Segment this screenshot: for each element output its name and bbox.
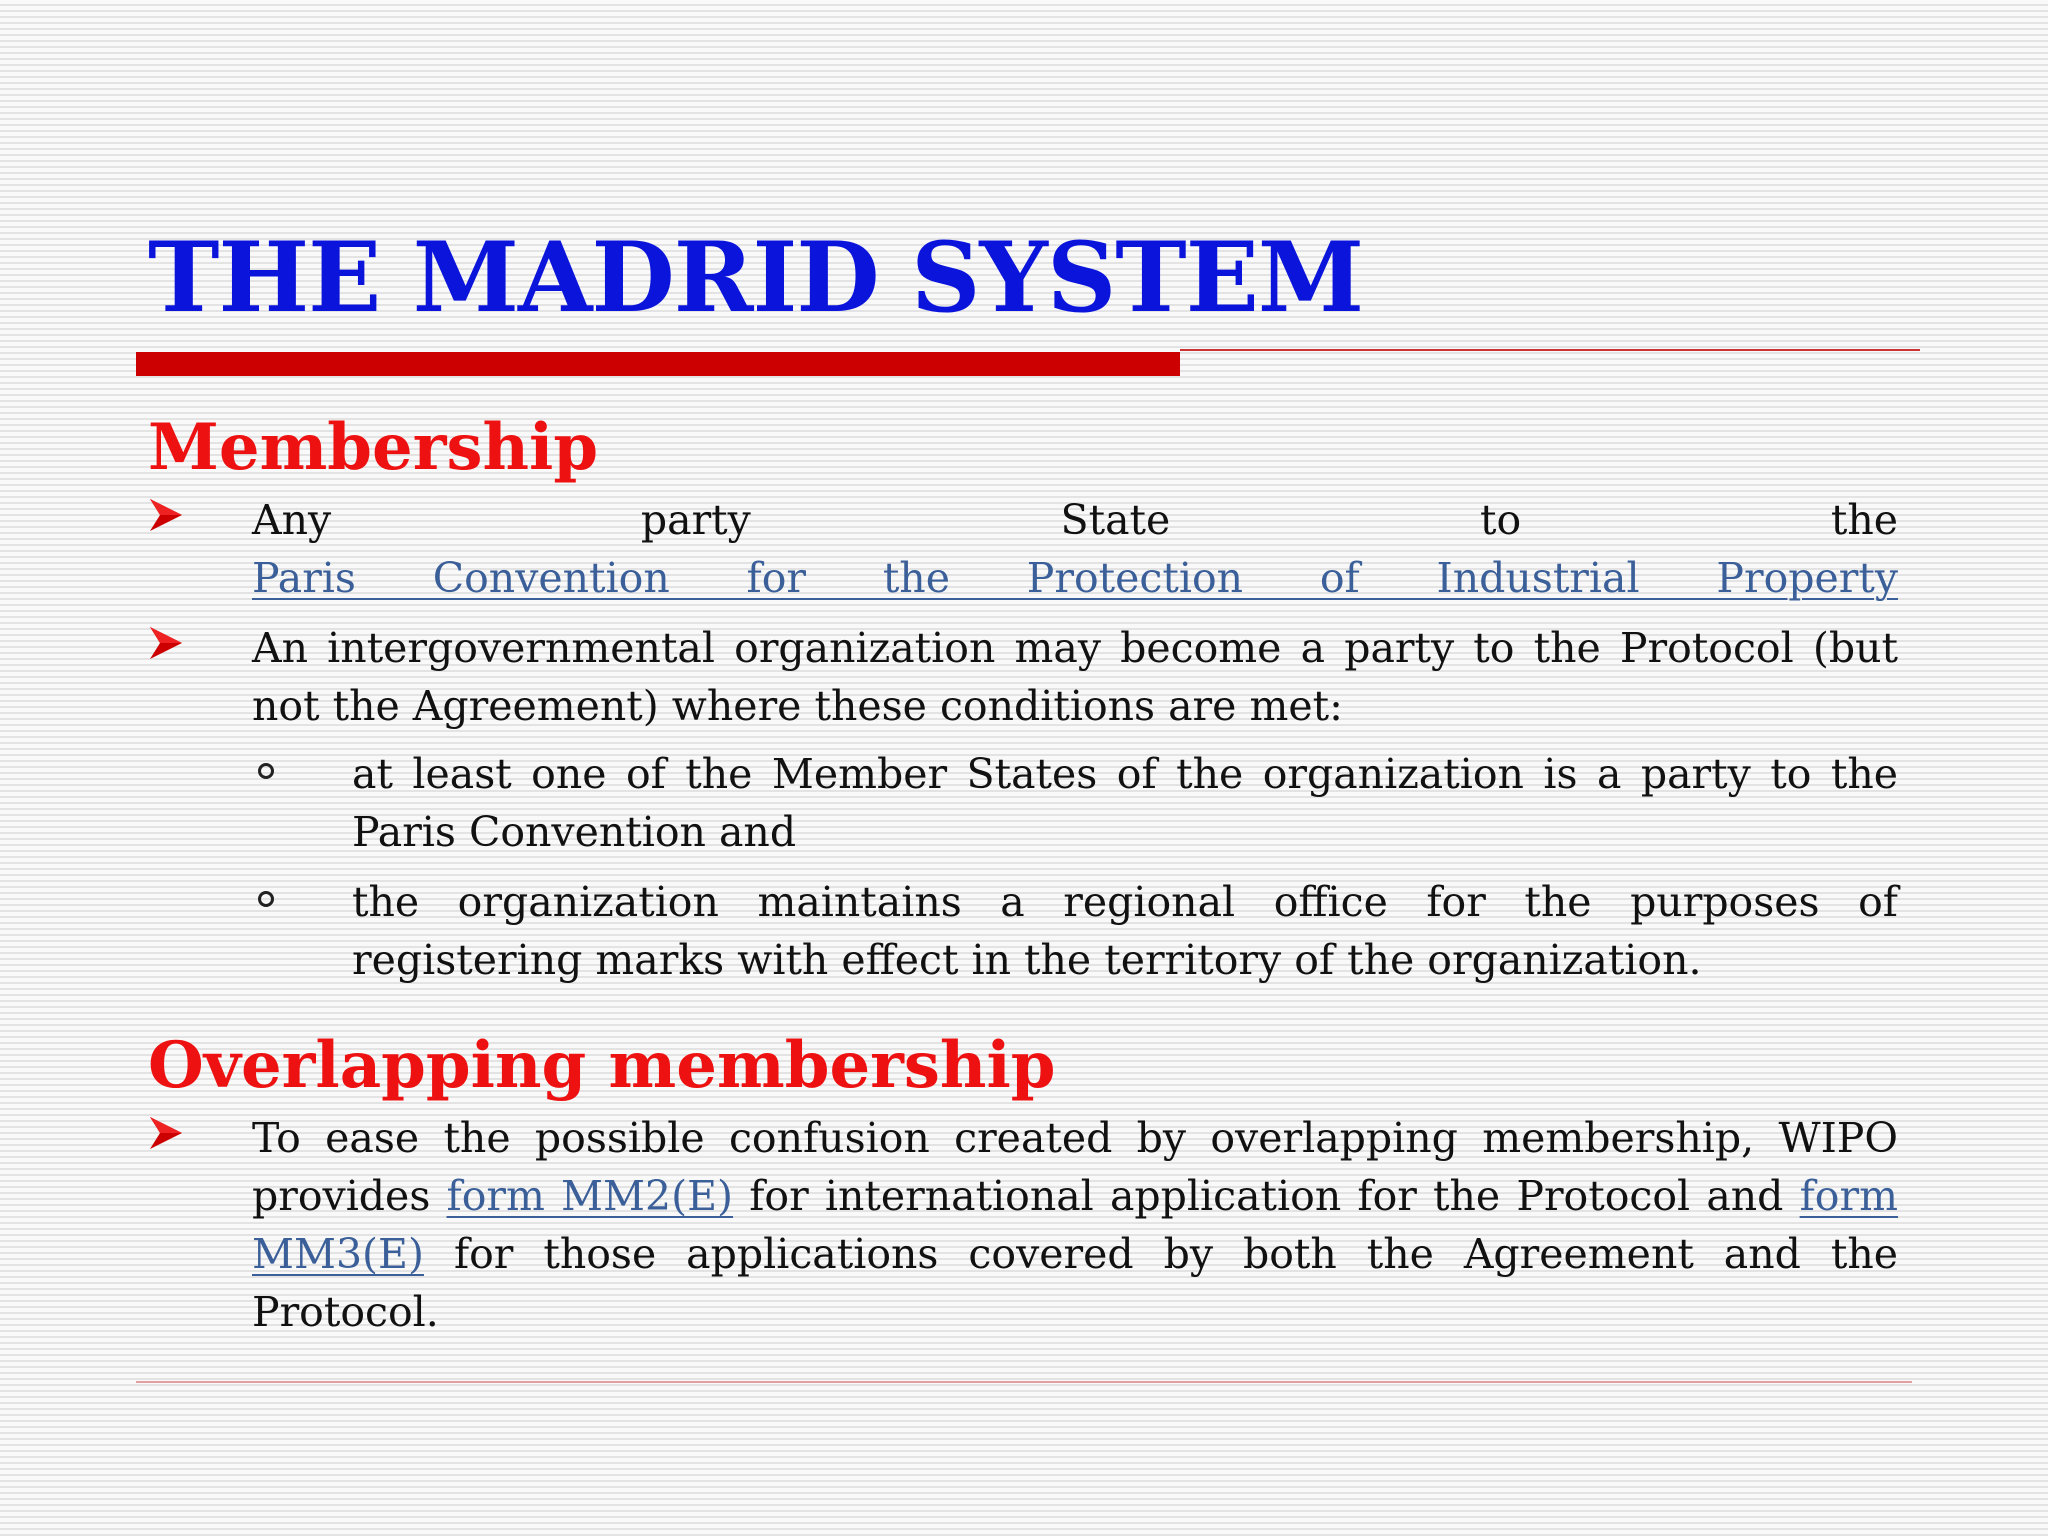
paris-convention-link[interactable]: Paris Convention for the Protection of Industrial Property (252, 554, 1898, 602)
list-item (148, 491, 1898, 607)
slide-title: THE MADRID SYSTEM (148, 221, 1364, 334)
sub-bullet-text: the organization maintains a regional office for the purposes of registering marks with effect in the territory of the organization. (352, 878, 1898, 984)
bullet-text: for international application for the Protocol and (749, 1172, 1784, 1220)
list-item (252, 745, 1898, 861)
sub-bullet-text: at least one of the Member States of the organization is a party to the Paris Convention and (352, 750, 1898, 856)
bullet-text: To ease the possible confusion created by overlapping membership, WIPO provides (252, 1114, 1898, 1220)
title-underline-rule (1180, 349, 1920, 351)
conditions-list (252, 745, 1898, 989)
arrow-icon (148, 497, 184, 533)
membership-list (148, 491, 1898, 989)
list-item (148, 1109, 1898, 1341)
list-item (148, 619, 1898, 989)
overlapping-heading: Overlapping membership (148, 1028, 1056, 1103)
circle-icon (258, 763, 274, 779)
overlapping-list (148, 1109, 1898, 1341)
circle-icon (258, 891, 274, 907)
form-mm2-link[interactable]: form MM2(E) (446, 1172, 734, 1220)
slide-content (148, 405, 1898, 1353)
membership-heading: Membership (148, 410, 599, 485)
bullet-text: for those applications covered by both the Agreement and the Protocol. (252, 1230, 1898, 1336)
arrow-icon (148, 1115, 184, 1151)
title-underline-bar (136, 352, 1180, 376)
list-item (252, 873, 1898, 989)
bullet-text: Any party State to the (252, 496, 1898, 544)
bullet-text: An intergovernmental organization may become a party to the Protocol (but not the Agreement) where these conditions are met: (252, 624, 1898, 730)
bottom-divider (136, 1381, 1912, 1383)
form-mm3-link[interactable]: form MM3(E) (252, 1172, 1898, 1278)
arrow-icon (148, 625, 184, 661)
